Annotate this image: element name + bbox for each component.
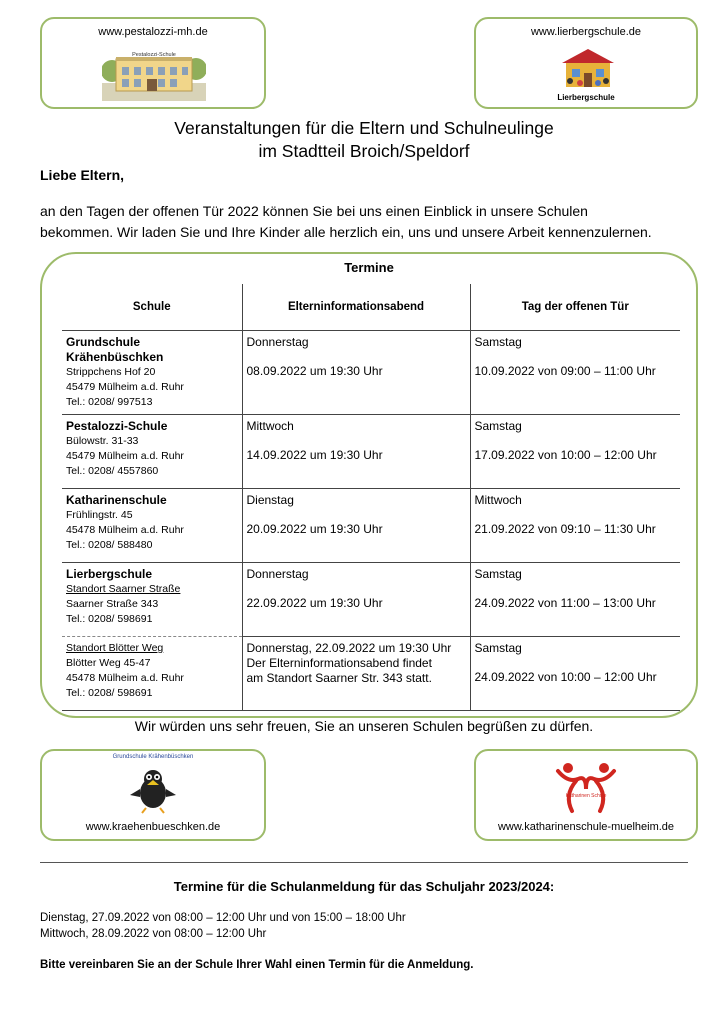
eia-cell (242, 563, 470, 637)
column-header-schule: Schule (62, 284, 242, 331)
column-header-offene-tuer: Tag der offenen Tür (470, 284, 680, 331)
eia-cell (242, 331, 470, 415)
eia-cell (242, 637, 470, 711)
tot-cell (470, 489, 680, 563)
school-tel: Tel.: 0208/ 598691 (66, 613, 153, 625)
table-row (62, 489, 680, 563)
school-standort: Standort Blötter Weg (66, 642, 164, 654)
eia-date: 08.09.2022 um 19:30 Uhr (246, 364, 383, 378)
eia-line-2: Der Elterninformationsabend findet (246, 656, 432, 670)
column-header-elternabend: Elterninformationsabend (242, 284, 470, 331)
school-tel: Tel.: 0208/ 997513 (66, 396, 153, 408)
anmeldung-line-1: Dienstag, 27.09.2022 von 08:00 – 12:00 Uhr und von 15:00 – 18:00 Uhr (40, 912, 406, 924)
eia-date: 20.09.2022 um 19:30 Uhr (246, 522, 383, 536)
tot-cell (470, 331, 680, 415)
eia-date: 14.09.2022 um 19:30 Uhr (246, 448, 383, 462)
table-row (62, 563, 680, 637)
tot-cell (470, 563, 680, 637)
tot-day: Samstag (474, 641, 522, 655)
lierberg-school-image (560, 47, 616, 89)
school-street: Frühlingstr. 45 (66, 509, 133, 521)
school-cell (62, 415, 242, 489)
school-standort: Standort Saarner Straße (66, 583, 181, 595)
anmeldung-line-2: Mittwoch, 28.09.2022 von 08:00 – 12:00 Uhr (40, 928, 267, 940)
termine-title: Termine (344, 260, 394, 275)
eia-day: Dienstag (246, 493, 294, 507)
school-tel: Tel.: 0208/ 4557860 (66, 465, 159, 477)
greeting: Liebe Eltern, (40, 167, 125, 183)
school-cell (62, 637, 242, 711)
school-street: Saarner Straße 343 (66, 598, 159, 610)
school-name: Pestalozzi-Schule (66, 419, 168, 433)
kraehen-url[interactable]: www.kraehenbueschken.de (85, 821, 221, 833)
table-row (62, 415, 680, 489)
lierberg-caption: Lierbergschule (557, 93, 615, 102)
school-street: Blötter Weg 45-47 (66, 657, 151, 669)
intro-line-1: an den Tagen der offenen Tür 2022 können Sie bei uns einen Einblick in unsere Schulen (40, 203, 588, 219)
school-tel: Tel.: 0208/ 598691 (66, 687, 153, 699)
school-city: 45478 Mülheim a.d. Ruhr (66, 672, 184, 684)
katharinen-url[interactable]: www.katharinenschule-muelheim.de (497, 821, 675, 833)
crow-logo-icon (128, 765, 178, 815)
katharinen-logo-box (474, 749, 698, 841)
eia-day: Mittwoch (246, 419, 294, 433)
termine-table (62, 284, 680, 711)
termine-box (40, 252, 698, 718)
school-cell (62, 563, 242, 637)
tot-date: 10.09.2022 von 09:00 – 11:00 Uhr (474, 364, 656, 378)
table-row (62, 331, 680, 415)
pestalozzi-sign-text: Pestalozzi-Schule (132, 52, 176, 58)
anmeldung-title: Termine für die Schulanmeldung für das Schuljahr 2023/2024: (173, 879, 555, 894)
school-street: Strippchens Hof 20 (66, 366, 156, 378)
lierberg-url[interactable]: www.lierbergschule.de (530, 26, 642, 38)
tot-cell (470, 637, 680, 711)
intro-line-2: bekommen. Wir laden Sie und Ihre Kinder alle herzlich ein, uns und unsere Arbeit kennenzulernen. (40, 224, 652, 240)
tot-date: 21.09.2022 von 09:10 – 11:30 Uhr (474, 522, 656, 536)
eia-cell (242, 489, 470, 563)
pestalozzi-url[interactable]: www.pestalozzi-mh.de (98, 26, 208, 38)
tot-date: 24.09.2022 von 10:00 – 12:00 Uhr (474, 670, 657, 684)
tot-date: 17.09.2022 von 10:00 – 12:00 Uhr (474, 448, 657, 462)
page-title-line1: Veranstaltungen für die Eltern und Schulneulinge (174, 118, 554, 138)
school-name: Katharinenschule (66, 493, 167, 507)
lierberg-logo-box (474, 17, 698, 109)
eia-line-1: Donnerstag, 22.09.2022 um 19:30 Uhr (246, 641, 452, 655)
kraehen-logo-box (40, 749, 266, 841)
school-street: Bülowstr. 31-33 (66, 435, 139, 447)
school-city: 45479 Mülheim a.d. Ruhr (66, 450, 184, 462)
pestalozzi-school-image (102, 49, 206, 101)
tot-cell (470, 415, 680, 489)
closing-text: Wir würden uns sehr freuen, Sie an unseren Schulen begrüßen zu dürfen. (134, 718, 594, 734)
table-row (62, 637, 680, 711)
pestalozzi-logo-box (40, 17, 266, 109)
school-name: Lierbergschule (66, 567, 153, 581)
katharinen-logo-icon (554, 759, 618, 815)
school-tel: Tel.: 0208/ 588480 (66, 539, 153, 551)
school-city: 45479 Mülheim a.d. Ruhr (66, 381, 184, 393)
school-city: 45478 Mülheim a.d. Ruhr (66, 524, 184, 536)
eia-cell (242, 415, 470, 489)
eia-day: Donnerstag (246, 567, 309, 581)
school-cell (62, 331, 242, 415)
table-header-row (62, 284, 680, 331)
school-name: Grundschule Krähenbüschken (66, 335, 164, 364)
katharinen-caption: Katharinen Schule (565, 793, 607, 799)
eia-line-3: am Standort Saarner Str. 343 statt. (246, 671, 432, 685)
divider (40, 862, 688, 863)
school-cell (62, 489, 242, 563)
eia-day: Donnerstag (246, 335, 309, 349)
tot-day: Samstag (474, 335, 522, 349)
anmeldung-note: Bitte vereinbaren Sie an der Schule Ihrer Wahl einen Termin für die Anmeldung. (40, 959, 474, 971)
tot-day: Mittwoch (474, 493, 522, 507)
tot-day: Samstag (474, 419, 522, 433)
tot-day: Samstag (474, 567, 522, 581)
tot-date: 24.09.2022 von 11:00 – 13:00 Uhr (474, 596, 656, 610)
eia-date: 22.09.2022 um 19:30 Uhr (246, 596, 383, 610)
page-title-line2: im Stadtteil Broich/Speldorf (258, 141, 470, 161)
kraehen-caption: Grundschule Krähenbüschken (112, 754, 194, 760)
